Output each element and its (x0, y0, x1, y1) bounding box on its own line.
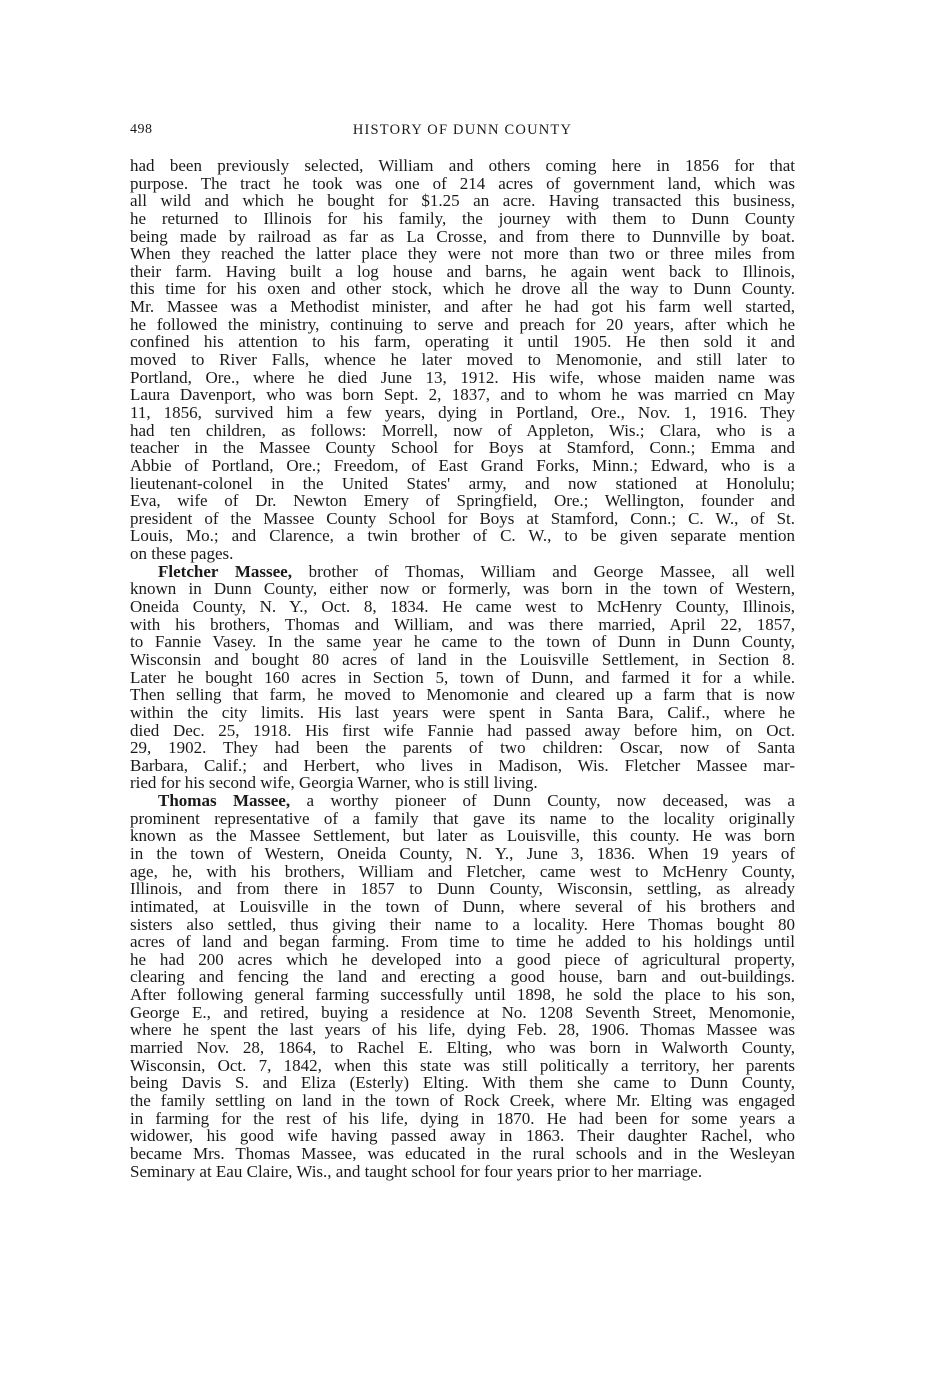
text-line: When they reached the latter place they were not more than two or three miles from (130, 244, 795, 264)
text-line: Illinois, and from there in 1857 to Dunn County, Wisconsin, settling, as already (130, 879, 795, 899)
person-name: Fletcher Massee, (158, 561, 292, 581)
text-line-content: a worthy pioneer of Dunn County, now deceased, was a (290, 791, 795, 811)
text-line: Then selling that farm, he moved to Menomonie and cleared up a farm that is now (130, 685, 795, 705)
text-line: married Nov. 28, 1864, to Rachel E. Elting, who was born in Walworth County, (130, 1038, 795, 1058)
text-line: ried for his second wife, Georgia Warner, who is still living. (130, 773, 538, 793)
text-line-content: brother of Thomas, William and George Massee, all well (291, 561, 795, 581)
text-line: with his brothers, Thomas and William, and was there married, April 22, 1857, (130, 614, 795, 634)
text-line: being made by railroad as far as La Crosse, and from there to Dunnville by boat. (130, 226, 795, 246)
running-head: HISTORY OF DUNN COUNTY (352, 122, 573, 138)
text-line: teacher in the Massee County School for Boys at Stamford, Conn.; Emma and (130, 438, 795, 458)
text-line: Portland, Ore., where he died June 13, 1912. His wife, whose maiden name was (130, 367, 795, 387)
text-line: acres of land and began farming. From time to time he added to his holdings until (130, 932, 795, 952)
text-line: Louis, Mo.; and Clarence, a twin brother of C. W., to be given separate mention (130, 526, 795, 546)
page-header (130, 122, 795, 142)
text-line: he returned to Illinois for his family, the journey with them to Dunn County (130, 208, 795, 228)
text-line: sisters also settled, thus giving their name to a locality. Here Thomas bought 80 (130, 914, 795, 934)
text-line: Eva, wife of Dr. Newton Emery of Springfield, Ore.; Wellington, founder and (130, 491, 795, 511)
text-line: 11, 1856, survived him a few years, dying in Portland, Ore., Nov. 1, 1916. They (130, 402, 795, 422)
text-line: he had 200 acres which he developed into a good piece of agricultural property, (130, 949, 795, 969)
text-line: Oneida County, N. Y., Oct. 8, 1834. He came west to McHenry County, Illinois, (130, 597, 795, 617)
text-line: within the city limits. His last years were spent in Santa Bara, Calif., where he (130, 702, 795, 722)
text-line: 29, 1902. They had been the parents of two children: Oscar, now of Santa (130, 738, 795, 758)
text-line: to Fannie Vasey. In the same year he came to the town of Dunn in Dunn County, (130, 632, 795, 652)
body-text (130, 157, 795, 1180)
text-line: moved to River Falls, whence he later moved to Menomonie, and still later to (130, 350, 795, 370)
paragraph-thomas-massee (130, 792, 795, 1180)
text-line: widower, his good wife having passed away in 1863. Their daughter Rachel, who (130, 1126, 795, 1146)
text-line: purpose. The tract he took was one of 214 acres of government land, which was (130, 173, 795, 193)
text-line: Laura Davenport, who was born Sept. 2, 1837, and to whom he was married cn May (130, 385, 795, 405)
text-line: had been previously selected, William and others coming here in 1856 for that (130, 156, 795, 175)
text-line: this time for his oxen and other stock, which he drove all the way to Dunn County. (130, 279, 795, 299)
text-line: died Dec. 25, 1918. His first wife Fannie had passed away before him, on Oct. (130, 720, 795, 740)
text-line: After following general farming successfully until 1898, he sold the place to his son, (130, 985, 795, 1005)
page-number: 498 (130, 122, 153, 137)
text-line: clearing and fencing the land and erecting a good house, barn and out-buildings. (130, 967, 795, 987)
text-line: their farm. Having built a log house and barns, he again went back to Illinois, (130, 261, 795, 281)
text-line (130, 792, 795, 810)
text-line: George E., and retired, buying a residence at No. 1208 Seventh Street, Menomonie, (130, 1002, 795, 1022)
paragraph-william-continuation (130, 157, 795, 563)
text-line: became Mrs. Thomas Massee, was educated in the rural schools and in the Wesleyan (130, 1143, 795, 1163)
text-line: president of the Massee County School for Boys at Stamford, Conn.; C. W., of St. (130, 508, 795, 528)
text-line: known in Dunn County, either now or formerly, was born in the town of Western, (130, 579, 795, 599)
text-line: known as the Massee Settlement, but later as Louisville, this county. He was born (130, 826, 795, 846)
text-line: Later he bought 160 acres in Section 5, town of Dunn, and farmed it for a while. (130, 667, 795, 687)
person-name: Thomas Massee, (158, 791, 291, 811)
text-line: all wild and which he bought for $1.25 an acre. Having transacted this business, (130, 191, 795, 211)
text-line: being Davis S. and Eliza (Esterly) Elting. With them she came to Dunn County, (130, 1073, 795, 1093)
text-line: prominent representative of a family that gave its name to the locality originally (130, 808, 795, 828)
text-line (130, 563, 795, 581)
text-line: Seminary at Eau Claire, Wis., and taught school for four years prior to her marriage. (130, 1161, 703, 1181)
text-line: had ten children, as follows: Morrell, now of Appleton, Wis.; Clara, who is a (130, 420, 795, 440)
text-line: in farming for the rest of his life, dying in 1870. He had been for some years a (130, 1108, 795, 1128)
text-line: Abbie of Portland, Ore.; Freedom, of East Grand Forks, Minn.; Edward, who is a (130, 455, 795, 475)
text-line: where he spent the last years of his life, dying Feb. 28, 1906. Thomas Massee was (130, 1020, 795, 1040)
text-line: in the town of Western, Oneida County, N. Y., June 3, 1836. When 19 years of (130, 843, 795, 863)
text-line: the family settling on land in the town of Rock Creek, where Mr. Elting was engaged (130, 1090, 795, 1110)
text-line: Wisconsin, Oct. 7, 1842, when this state was still politically a territory, her parents (130, 1055, 795, 1075)
text-line: confined his attention to his farm, operating it until 1905. He then sold it and (130, 332, 795, 352)
text-line: on these pages. (130, 544, 234, 564)
text-line: intimated, at Louisville in the town of Dunn, where several of his brothers and (130, 896, 795, 916)
text-line: Barbara, Calif.; and Herbert, who lives in Madison, Wis. Fletcher Massee mar- (130, 755, 795, 775)
text-line: lieutenant-colonel in the United States' army, and now stationed at Honolulu; (130, 473, 795, 493)
text-line: Wisconsin and bought 80 acres of land in the Louisville Settlement, in Section 8. (130, 649, 795, 669)
text-line: he followed the ministry, continuing to serve and preach for 20 years, after which he (130, 314, 795, 334)
text-line: Mr. Massee was a Methodist minister, and after he had got his farm well started, (130, 297, 795, 317)
paragraph-fletcher-massee (130, 563, 795, 792)
text-line: age, he, with his brothers, William and Fletcher, came west to McHenry County, (130, 861, 795, 881)
